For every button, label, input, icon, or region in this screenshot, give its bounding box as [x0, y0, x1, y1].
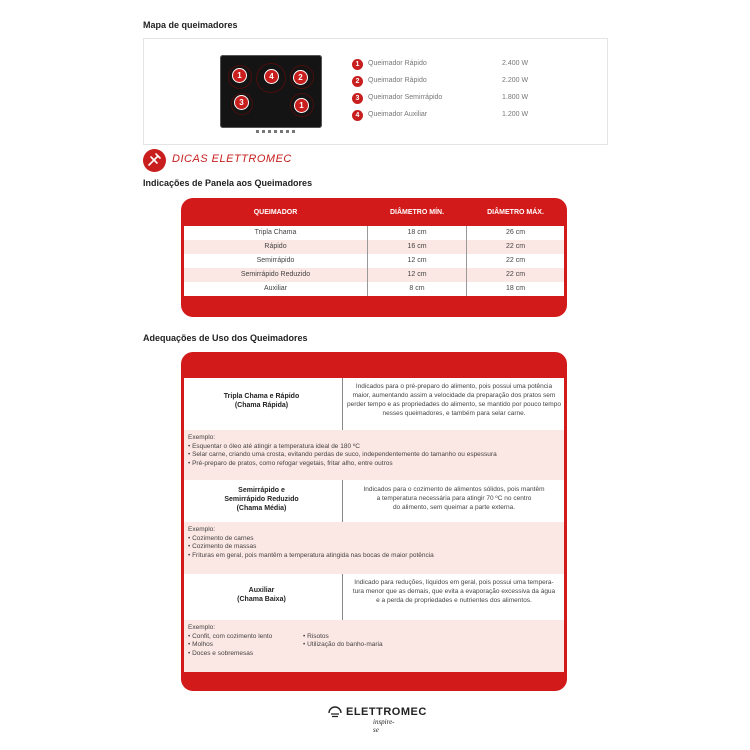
- burner-power: 2.200 W: [502, 77, 529, 84]
- cooktop-number: 2: [293, 70, 308, 85]
- header-max-diameter: DIÂMETRO MÁX.: [487, 209, 544, 216]
- burner-power: 1.200 W: [502, 111, 529, 118]
- cell-burner: Auxiliar: [264, 285, 287, 292]
- cell-min: 8 cm: [409, 285, 425, 292]
- desc-line: e a perda de propriedades e nutrientes dos alimentos.: [376, 597, 532, 604]
- burner-power: 2.400 W: [502, 60, 529, 67]
- cell-max: 22 cm: [505, 243, 526, 250]
- example-label: Exemplo:: [188, 526, 216, 533]
- group-name-line: Semirrápido Reduzido: [224, 496, 299, 503]
- group-name-line: Semirrápido e: [238, 487, 285, 494]
- desc-line: tura menor que as demais, que evita a evaporação excessiva da água: [352, 588, 556, 595]
- example-label: Exemplo:: [188, 434, 216, 441]
- cooktop-number: 1: [294, 98, 309, 113]
- desc-line: maior, aumentando assim a velocidade da preparação dos pratos sem: [352, 392, 556, 399]
- group-name-line: Auxiliar: [248, 587, 275, 594]
- usage-group-name: [184, 392, 339, 410]
- burner-legend-item: [352, 76, 592, 89]
- usage-table-title: Adequações de Uso dos Queimadores: [143, 333, 308, 343]
- header-min-diameter: DIÂMETRO MÍN.: [389, 209, 445, 216]
- group-name-line: (Chama Média): [236, 505, 287, 512]
- burner-usage-table: [181, 352, 567, 691]
- burner-label: Queimador Rápido: [368, 77, 427, 84]
- usage-group-description: [344, 382, 564, 418]
- cell-burner: Rápido: [264, 243, 287, 250]
- desc-line: perder tempo e as propriedades do alimento, se mantido por pouco tempo: [347, 401, 561, 408]
- cooktop-number: 3: [234, 95, 249, 110]
- brand-tagline: inspire-se: [373, 718, 395, 734]
- burner-legend-item: [352, 59, 592, 72]
- burner-number-badge: 2: [352, 76, 363, 87]
- usage-examples-low: [184, 620, 564, 672]
- usage-group-fast: [184, 378, 564, 430]
- burner-number-badge: 3: [352, 93, 363, 104]
- example-item: • Utilização do banho-maria: [303, 641, 383, 648]
- usage-group-low: [184, 574, 564, 620]
- dicas-chef-icon: [143, 149, 166, 172]
- cell-burner: Semirrápido Reduzido: [240, 271, 311, 278]
- cooktop-number: 4: [264, 69, 279, 84]
- table-row: [184, 254, 564, 268]
- burner-label: Queimador Semirrápido: [368, 94, 443, 101]
- example-item: • Cozimento de massas: [188, 543, 257, 550]
- dicas-banner-label: DICAS ELETTROMEC: [172, 153, 292, 165]
- usage-group-description: [344, 578, 564, 605]
- cell-min: 12 cm: [407, 257, 427, 264]
- example-item: • Frituras em geral, pois mantêm a temperatura atingida nas bocas de maior potência: [188, 551, 434, 559]
- cell-burner: Tripla Chama: [254, 229, 297, 236]
- example-item: • Molhos: [188, 641, 214, 648]
- cell-burner: Semirrápido: [256, 257, 295, 264]
- example-item: • Pré-preparo de pratos, como refogar vegetais, fritar alho, entre outros: [188, 459, 393, 467]
- group-name-line: Tripla Chama e Rápido: [223, 393, 300, 400]
- table-row: [184, 240, 564, 254]
- cell-max: 22 cm: [505, 271, 526, 278]
- desc-line: Indicado para reduções, líquidos em geral, pois possui uma tempera-: [354, 579, 554, 586]
- pan-table-title: Indicações de Panela aos Queimadores: [143, 178, 313, 188]
- cell-min: 18 cm: [407, 229, 427, 236]
- burner-legend-item: [352, 93, 592, 106]
- desc-line: do alimento, sem queimar a parte externa.: [392, 504, 516, 511]
- usage-examples-fast: [184, 430, 564, 480]
- cell-min: 12 cm: [407, 271, 427, 278]
- cooktop-image: [220, 55, 322, 128]
- usage-group-name: [184, 486, 339, 513]
- burner-number-badge: 1: [352, 59, 363, 70]
- group-name-line: (Chama Baixa): [237, 596, 286, 603]
- desc-line: nesses queimadores, e também para selar carne.: [382, 410, 526, 417]
- usage-examples-medium: [184, 522, 564, 574]
- usage-group-medium: [184, 480, 564, 522]
- cell-max: 22 cm: [505, 257, 526, 264]
- usage-group-description: [344, 485, 564, 512]
- cell-max: 26 cm: [505, 229, 526, 236]
- burner-legend-item: [352, 110, 592, 123]
- example-item: • Confit, com cozimento lento: [188, 632, 273, 640]
- example-label: Exemplo:: [188, 624, 216, 631]
- cooktop-number: 1: [232, 68, 247, 83]
- burner-number-badge: 4: [352, 110, 363, 121]
- burner-power: 1.800 W: [502, 94, 529, 101]
- burner-map-title: Mapa de queimadores: [143, 20, 238, 30]
- table-row: [184, 282, 564, 296]
- group-name-line: (Chama Rápida): [234, 402, 289, 409]
- example-item: • Doces e sobremesas: [188, 649, 254, 657]
- cell-min: 16 cm: [407, 243, 427, 250]
- elettromec-logo-icon: [328, 706, 342, 720]
- desc-line: a temperatura necessária para atingir 70 ºC no centro: [376, 495, 532, 502]
- pan-table-header: [181, 198, 567, 226]
- brand-name: ELETTROMEC: [346, 706, 427, 718]
- cooktop-controls: [256, 120, 298, 124]
- table-row: [184, 268, 564, 282]
- example-item: • Cozimento de carnes: [188, 534, 254, 542]
- example-item: • Risotos: [303, 632, 329, 640]
- pan-size-table: [181, 198, 567, 317]
- desc-line: Indicados para o pré-preparo do alimento, pois possui uma potência: [355, 383, 553, 390]
- example-item: • Esquentar o óleo até atingir a temperatura ideal de 180 ºC: [188, 442, 360, 450]
- table-row: [184, 226, 564, 240]
- burner-label: Queimador Auxiliar: [368, 111, 428, 118]
- example-item: • Selar carne, criando uma crosta, evitando perdas de suco, independentemente do tamanho ou espessura: [188, 451, 497, 458]
- burner-map-panel: [143, 38, 608, 145]
- usage-group-name: [184, 586, 339, 604]
- burner-label: Queimador Rápido: [368, 60, 427, 67]
- header-burner: QUEIMADOR: [253, 209, 298, 216]
- desc-line: Indicados para o cozimento de alimentos sólidos, pois mantêm: [363, 486, 545, 493]
- cell-max: 18 cm: [505, 285, 526, 292]
